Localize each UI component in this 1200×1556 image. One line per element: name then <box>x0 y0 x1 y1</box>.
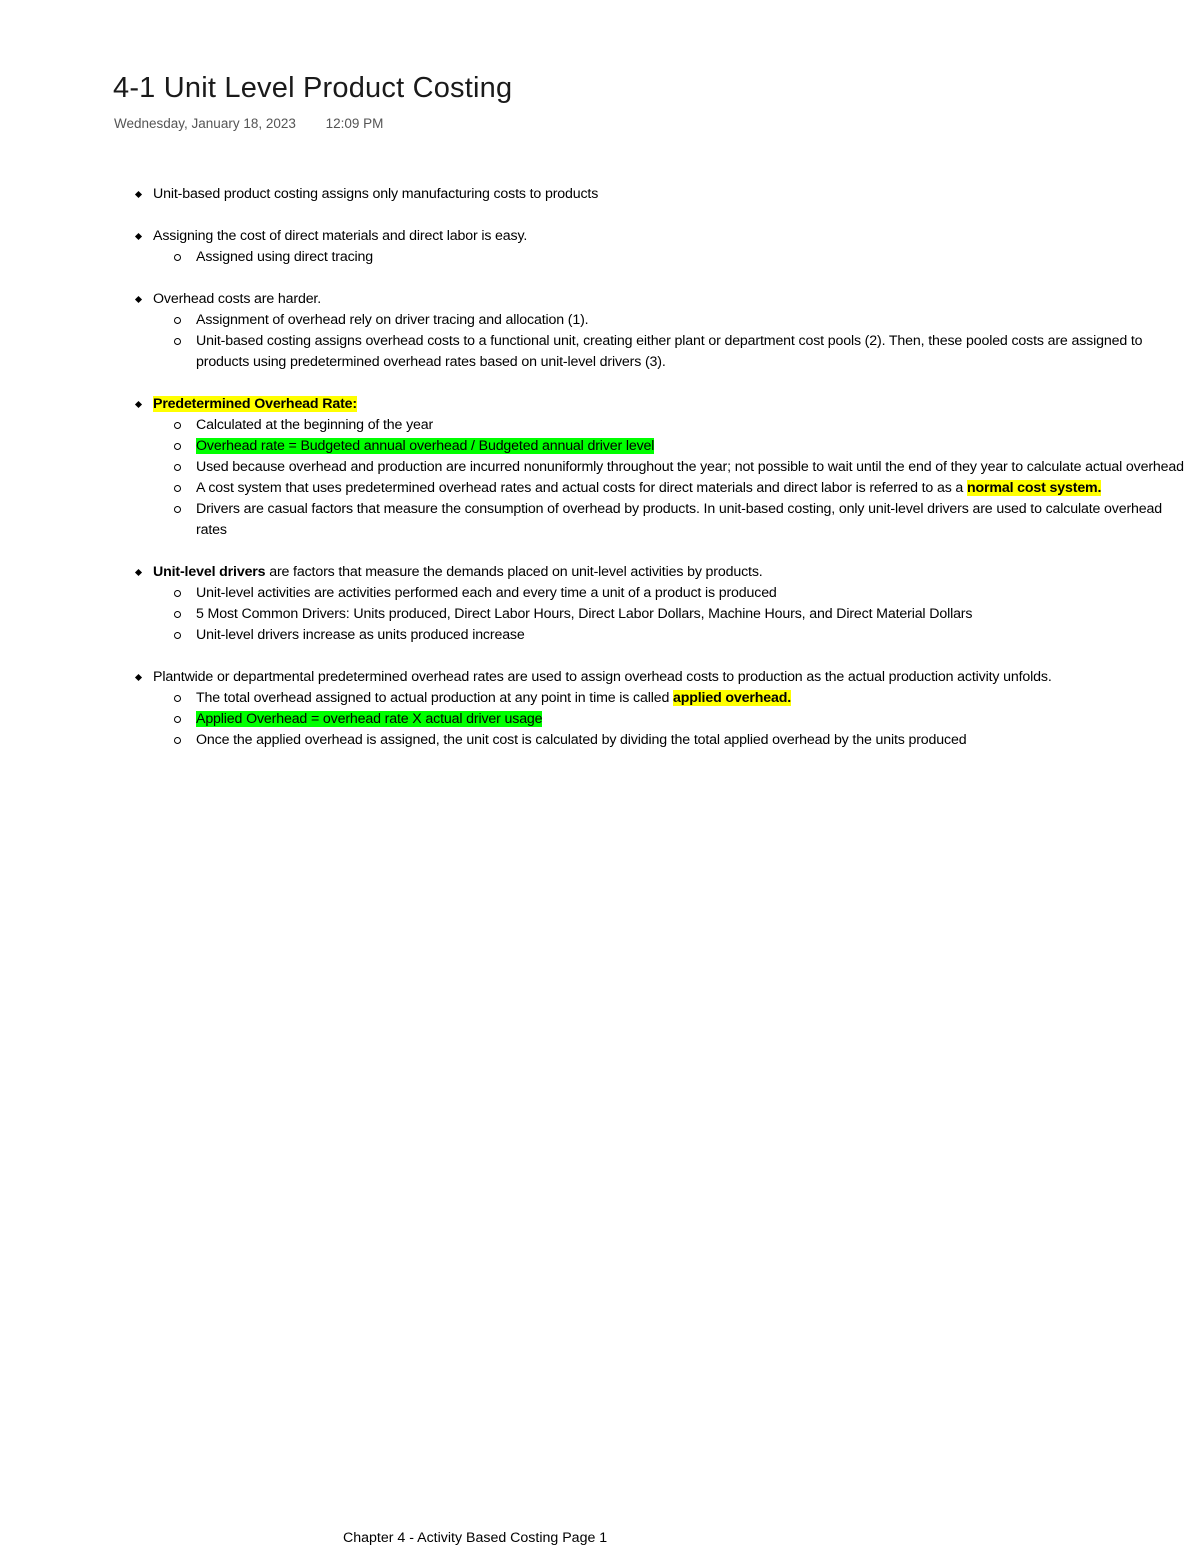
page-time: 12:09 PM <box>325 116 384 131</box>
item-text: A cost system that uses predetermined overhead rates and actual costs for direct materials and direct labor is referred to as a <box>196 480 967 496</box>
bullet-group <box>130 289 1195 373</box>
bullet-group <box>130 562 1195 646</box>
bullet-group <box>130 667 1195 751</box>
sub-bullet-item: 5 Most Common Drivers: Units produced, Direct Labor Hours, Direct Labor Dollars, Machine Hours, and Direct Material Dollars <box>130 604 1195 625</box>
item-text: The total overhead assigned to actual production at any point in time is called <box>196 690 673 706</box>
page-title: 4-1 Unit Level Product Costing <box>113 72 513 104</box>
bold-term: Unit-level drivers <box>153 564 266 580</box>
sub-bullet-item <box>130 688 1195 709</box>
notes-body <box>130 184 1195 772</box>
sub-bullet-item: Calculated at the beginning of the year <box>130 415 1195 436</box>
highlighted-formula: Applied Overhead = overhead rate X actual driver usage <box>196 711 543 727</box>
bullet-group <box>130 226 1195 268</box>
sub-bullet-item <box>130 478 1195 499</box>
bullet-item <box>130 394 1195 415</box>
highlighted-heading: Predetermined Overhead Rate: <box>153 396 357 412</box>
sub-bullet-item: Used because overhead and production are incurred nonuniformly throughout the year; not possible to wait until the end of they year to calculate actual overhead <box>130 457 1195 478</box>
page-footer: Chapter 4 - Activity Based Costing Page 1 <box>343 1530 608 1546</box>
page-meta <box>114 116 383 131</box>
bullet-group <box>130 394 1195 541</box>
sub-bullet-item: Unit-based costing assigns overhead costs to a functional unit, creating either plant or department cost pools (2). Then, these pooled costs are assigned to products using predetermined overhead rates based on unit-level drivers (3). <box>130 331 1195 373</box>
sub-bullet-item <box>130 709 1195 730</box>
highlighted-formula: Overhead rate = Budgeted annual overhead / Budgeted annual driver level <box>196 438 655 454</box>
sub-bullet-item: Assigned using direct tracing <box>130 247 1195 268</box>
sub-bullet-item: Once the applied overhead is assigned, the unit cost is calculated by dividing the total applied overhead by the units produced <box>130 730 1195 751</box>
sub-bullet-item <box>130 436 1195 457</box>
bullet-item: Unit-based product costing assigns only manufacturing costs to products <box>130 184 1195 205</box>
bullet-item: Overhead costs are harder. <box>130 289 1195 310</box>
bullet-item <box>130 562 1195 583</box>
sub-bullet-item: Drivers are casual factors that measure the consumption of overhead by products. In unit-based costing, only unit-level drivers are used to calculate overhead rates <box>130 499 1195 541</box>
page-date: Wednesday, January 18, 2023 <box>114 116 296 131</box>
bullet-item: Assigning the cost of direct materials and direct labor is easy. <box>130 226 1195 247</box>
highlighted-term: applied overhead. <box>672 690 792 706</box>
bullet-item: Plantwide or departmental predetermined overhead rates are used to assign overhead costs to production as the actual production activity unfolds. <box>130 667 1195 688</box>
sub-bullet-item: Unit-level drivers increase as units produced increase <box>130 625 1195 646</box>
highlighted-term: normal cost system. <box>966 480 1102 496</box>
sub-bullet-item: Unit-level activities are activities performed each and every time a unit of a product is produced <box>130 583 1195 604</box>
bullet-group <box>130 184 1195 205</box>
item-text: are factors that measure the demands placed on unit-level activities by products. <box>265 564 763 580</box>
sub-bullet-item: Assignment of overhead rely on driver tracing and allocation (1). <box>130 310 1195 331</box>
